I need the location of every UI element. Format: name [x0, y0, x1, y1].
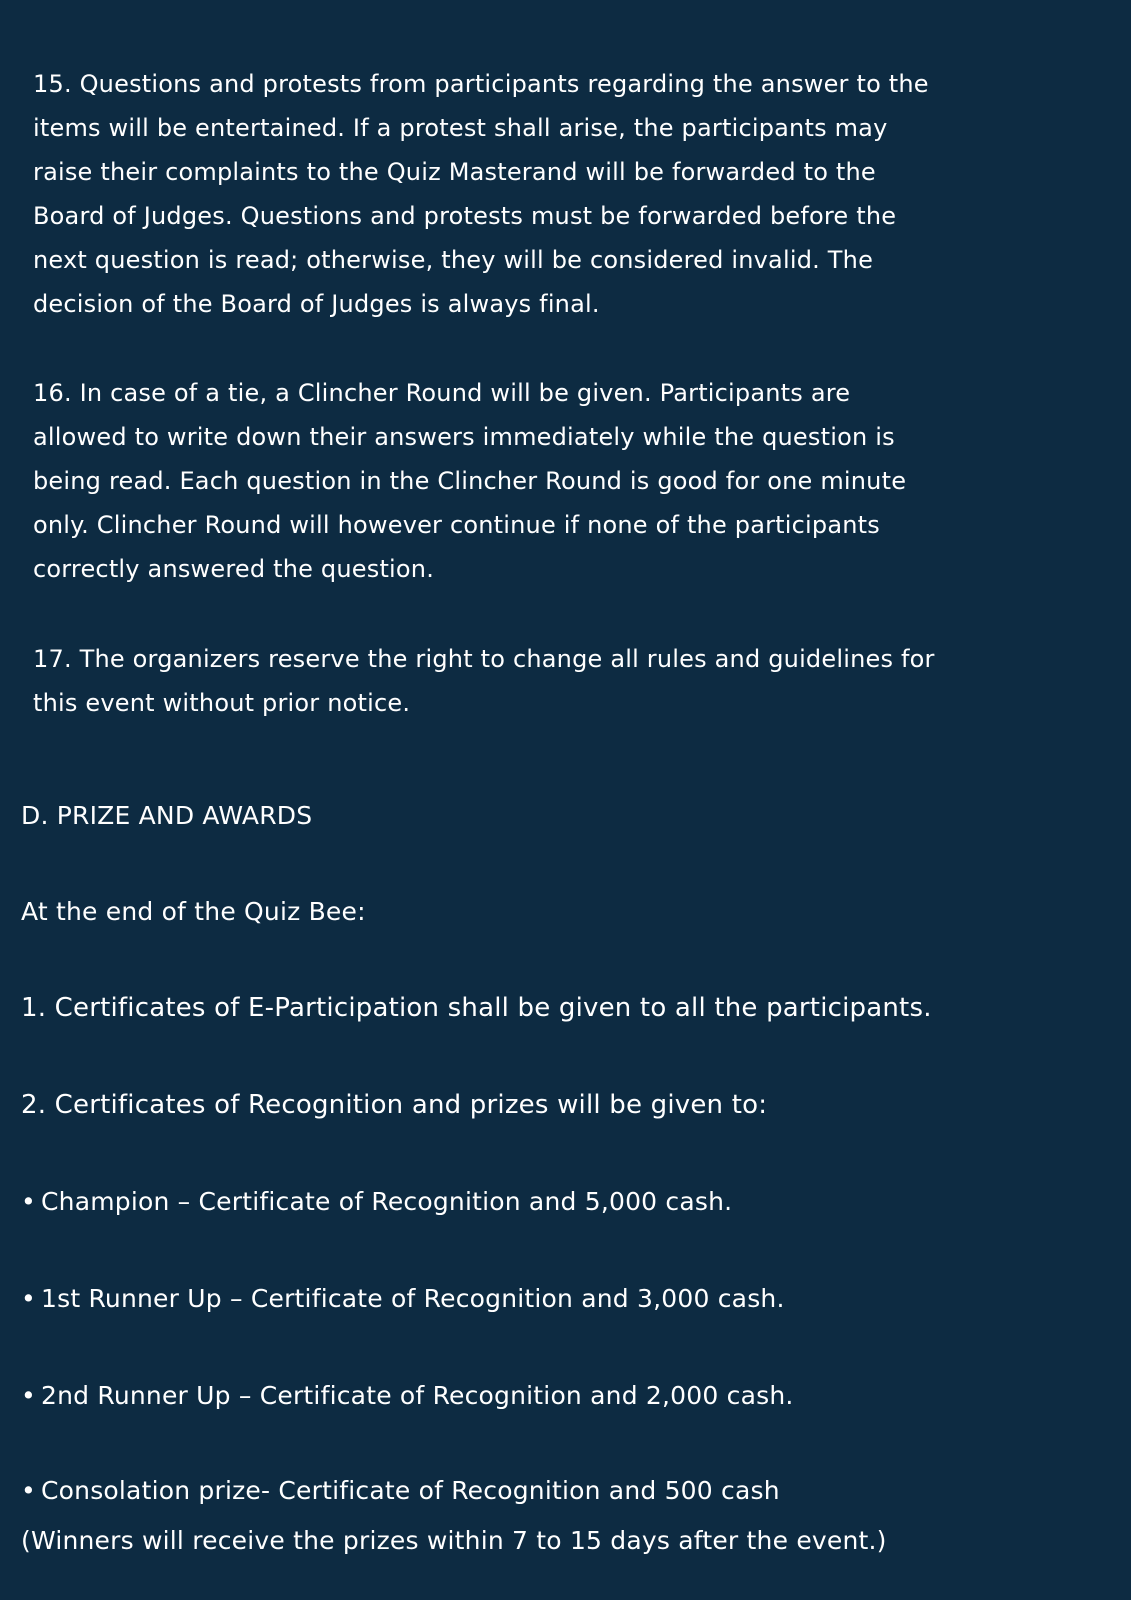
rule-16 — [33, 371, 1093, 591]
rule-16-line: allowed to write down their answers immediately while the question is — [33, 423, 895, 451]
rule-15-line: items will be entertained. If a protest shall arise, the participants may — [33, 114, 888, 142]
prize-bullet-2nd-runner-up — [21, 1378, 794, 1414]
rule-15-line: raise their complaints to the Quiz Masterand will be forwarded to the — [33, 158, 876, 186]
bullet-icon: • — [21, 1284, 36, 1313]
section-heading: D. PRIZE AND AWARDS — [21, 801, 313, 830]
prize-item-1: 1. Certificates of E-Participation shall be given to all the participants. — [21, 993, 932, 1023]
winners-note: (Winners will receive the prizes within 7 to 15 days after the event.) — [21, 1526, 887, 1555]
prize-bullet-consolation — [21, 1473, 780, 1509]
prize-bullet-champion — [21, 1184, 732, 1220]
rule-16-line: correctly answered the question. — [33, 555, 435, 583]
rule-17-line: this event without prior notice. — [33, 689, 411, 717]
intro-text: At the end of the Quiz Bee: — [21, 897, 366, 926]
rule-16-line: being read. Each question in the Clincher Round is good for one minute — [33, 467, 907, 495]
rule-17 — [33, 637, 1093, 725]
prize-item-2: 2. Certificates of Recognition and prizes will be given to: — [21, 1090, 768, 1120]
rule-15-line: next question is read; otherwise, they will be considered invalid. The — [33, 246, 874, 274]
prize-bullet-text: Consolation prize- Certificate of Recognition and 500 cash — [41, 1476, 780, 1505]
prize-bullet-1st-runner-up — [21, 1281, 785, 1317]
rule-16-line: only. Clincher Round will however continue if none of the participants — [33, 511, 880, 539]
prize-bullet-text: 2nd Runner Up – Certificate of Recognition and 2,000 cash. — [41, 1381, 794, 1410]
rule-15-line: 15. Questions and protests from participants regarding the answer to the — [33, 70, 929, 98]
prize-bullet-text: Champion – Certificate of Recognition and 5,000 cash. — [41, 1187, 733, 1216]
rule-15-line: Board of Judges. Questions and protests must be forwarded before the — [33, 202, 897, 230]
rule-17-line: 17. The organizers reserve the right to change all rules and guidelines for — [33, 645, 935, 673]
rule-16-line: 16. In case of a tie, a Clincher Round will be given. Participants are — [33, 379, 851, 407]
bullet-icon: • — [21, 1187, 36, 1216]
prize-bullet-text: 1st Runner Up – Certificate of Recognition and 3,000 cash. — [41, 1284, 785, 1313]
rule-15-line: decision of the Board of Judges is always final. — [33, 290, 600, 318]
rule-15 — [33, 62, 1093, 326]
bullet-icon: • — [21, 1381, 36, 1410]
bullet-icon: • — [21, 1476, 36, 1505]
